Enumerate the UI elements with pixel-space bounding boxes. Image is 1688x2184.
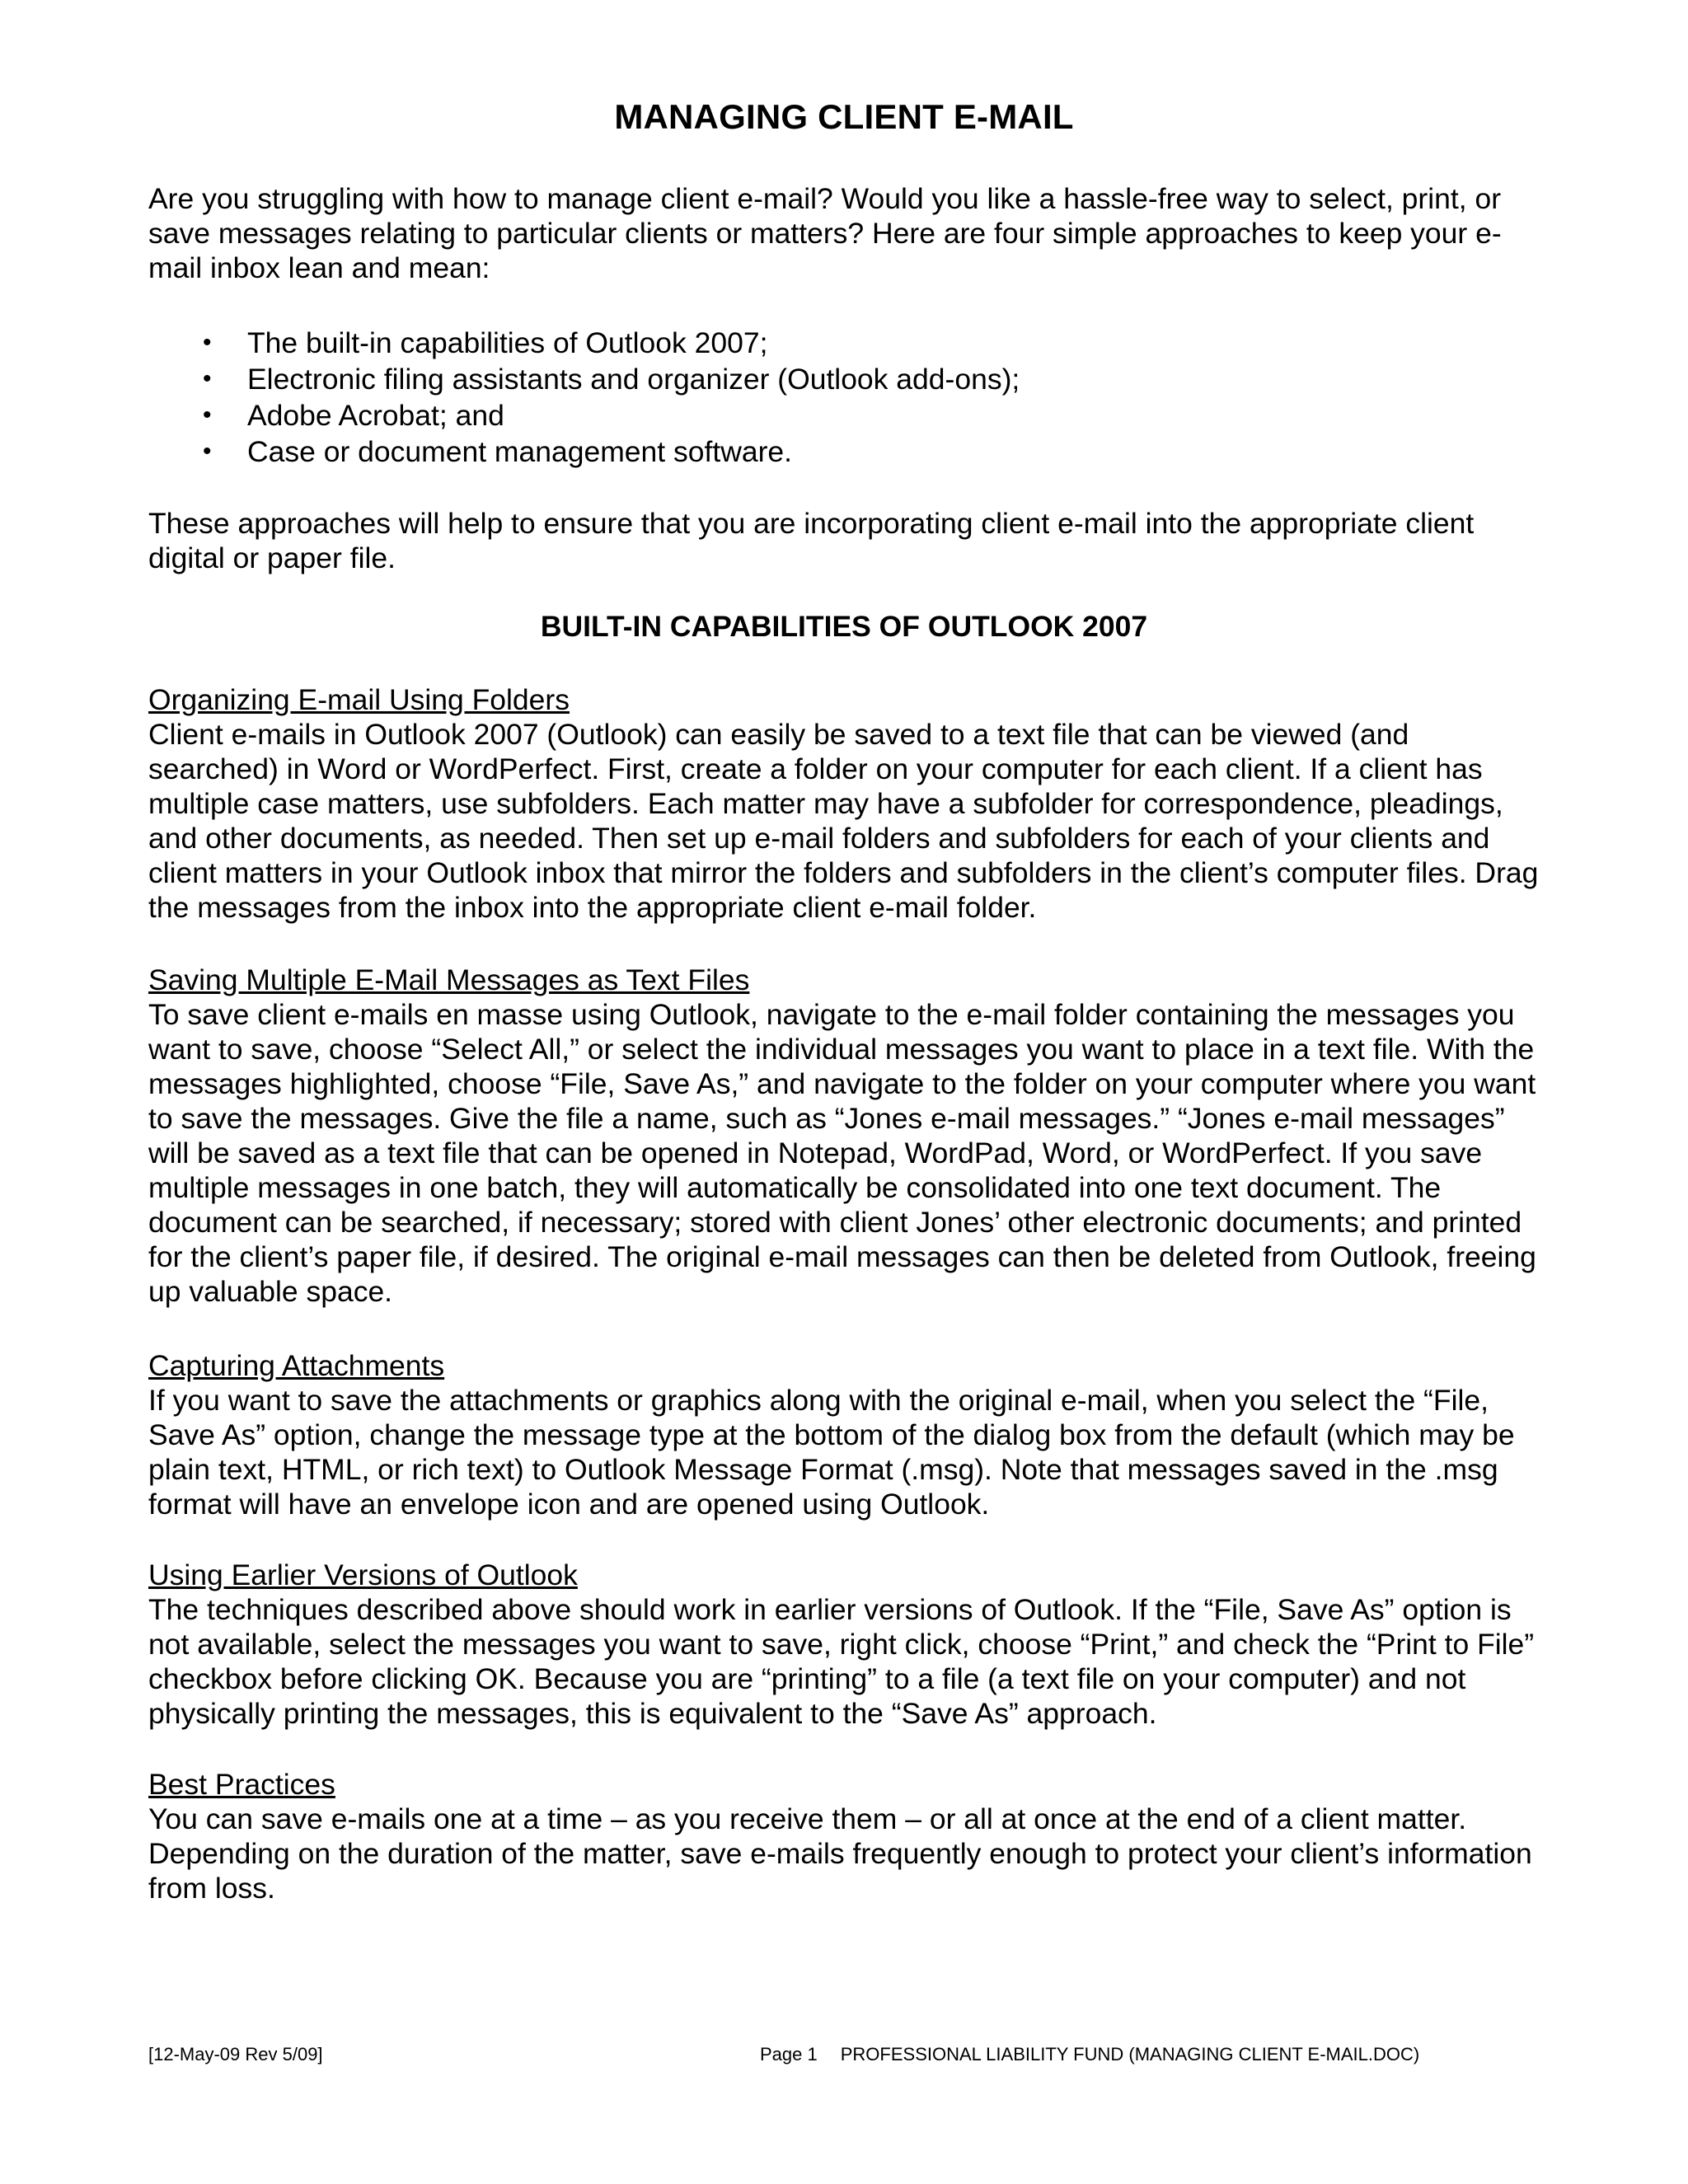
subsection-text: If you want to save the attachments or graphics along with the original e-mail, when you select the “File, Save As” option, change the message type at the bottom of the dialog box from the default (which may be plain text, HTML, or rich text) to Outlook Message Format (.msg). Note that messages saved in the .msg format will have an envelope icon and are opened using Outlook.: [148, 1384, 1515, 1521]
subsection-heading: Capturing Attachments: [148, 1349, 445, 1382]
section-best-practices: [148, 1767, 1541, 1905]
footer-page-number: Page 1: [760, 2044, 818, 2064]
list-item-text: Case or document management software.: [247, 435, 793, 468]
section-earlier-versions: [148, 1558, 1541, 1731]
bullet-icon: •: [203, 438, 212, 465]
list-item-text: The built-in capabilities of Outlook 2007;: [247, 326, 768, 359]
approaches-list: [148, 325, 1541, 470]
subsection-text: The techniques described above should work in earlier versions of Outlook. If the “File, Save As” option is not available, select the messages you want to save, right click, choose “Print,” and check the “Print to File” checkbox before clicking OK. Because you are “printing” to a file (a text file on your computer) and not physically printing the messages, this is equivalent to the “Save As” approach.: [148, 1593, 1535, 1730]
list-item-text: Electronic filing assistants and organizer (Outlook add-ons);: [247, 363, 1020, 396]
intro-paragraph: Are you struggling with how to manage client e-mail? Would you like a hassle-free way to select, print, or save messages relating to particular clients or matters? Here are four simple approaches to keep your e-mail inbox lean and mean:: [148, 182, 1502, 284]
bullet-icon: •: [203, 365, 212, 392]
subsection-heading: Organizing E-mail Using Folders: [148, 683, 570, 716]
subsection-text: To save client e-mails en masse using Outlook, navigate to the e-mail folder containing the messages you want to save, choose “Select All,” or select the individual messages you want to place in a text file. With the messages highlighted, choose “File, Save As,” and navigate to the folder on your computer where you want to save the messages. Give the file a name, such as “Jones e-mail messages.” “Jones e-mail messages” will be saved as a text file that can be opened in Notepad, WordPad, Word, or WordPerfect. If you save multiple messages in one batch, they will automatically be consolidated into one text document. The document can be searched, if necessary; stored with client Jones’ other electronic documents; and printed for the client’s paper file, if desired. The original e-mail messages can then be deleted from Outlook, freeing up valuable space.: [148, 998, 1536, 1308]
list-item: [148, 397, 1541, 434]
bullet-icon: •: [203, 401, 212, 429]
section-capturing-attachments: [148, 1348, 1541, 1521]
footer-info: [760, 2044, 1442, 2065]
list-item-text: Adobe Acrobat; and: [247, 399, 504, 432]
page-title: MANAGING CLIENT E-MAIL: [614, 97, 1074, 136]
footer-document-name: PROFESSIONAL LIABILITY FUND (MANAGING CLIENT E-MAIL.DOC): [840, 2044, 1420, 2064]
list-item: [148, 434, 1541, 470]
approaches-paragraph: These approaches will help to ensure that you are incorporating client e-mail into the appropriate client digital or paper file.: [148, 507, 1475, 574]
footer-revision: [12-May-09 Rev 5/09]: [148, 2044, 323, 2064]
subsection-text: Client e-mails in Outlook 2007 (Outlook) can easily be saved to a text file that can be viewed (and searched) in Word or WordPerfect. First, create a folder on your computer for each client. If a client has multiple case matters, use subfolders. Each matter may have a subfolder for correspondence, pleadings, and other documents, as needed. Then set up e-mail folders and subfolders for each of your clients and client matters in your Outlook inbox that mirror the folders and subfolders in the client’s computer files. Drag the messages from the inbox into the appropriate client e-mail folder.: [148, 718, 1539, 924]
bullet-icon: •: [203, 329, 212, 356]
list-item: [148, 325, 1541, 361]
subsection-heading: Best Practices: [148, 1768, 335, 1801]
section-heading: BUILT-IN CAPABILITIES OF OUTLOOK 2007: [540, 610, 1148, 643]
list-item: [148, 361, 1541, 397]
section-organizing-folders: [148, 682, 1541, 925]
subsection-heading: Saving Multiple E-Mail Messages as Text Files: [148, 963, 750, 996]
subsection-heading: Using Earlier Versions of Outlook: [148, 1558, 578, 1591]
subsection-text: You can save e-mails one at a time – as you receive them – or all at once at the end of a client matter. Depending on the duration of the matter, save e-mails frequently enough to protect your client’s information from loss.: [148, 1802, 1532, 1905]
section-saving-text-files: [148, 963, 1541, 1309]
